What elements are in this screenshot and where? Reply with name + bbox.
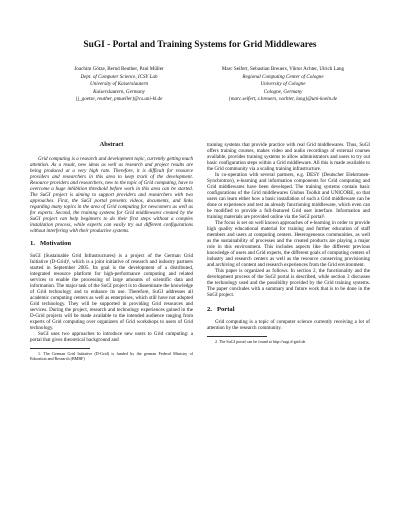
motivation-paragraph-2: SuGI uses two approaches to introduce new users to Grid computing: a portal that gives theoretical background and xyxy=(30,331,193,343)
section-heading-portal xyxy=(207,307,370,313)
footnote-divider xyxy=(30,348,90,349)
author-block-kaiserslautern xyxy=(44,66,194,104)
motivation-paragraph-6: This paper is organized as follows. In section 2, the functionality and the development process of the SuGI portal is described, while section 3 discusses the technology used and the possibility provided by the Grid training systems. The paper concludes with a summary and future work that is to be done in the SuGI project. xyxy=(207,268,370,298)
abstract-heading: Abstract xyxy=(99,141,124,148)
author-affiliation: Dept. of Computer Science, ICSY Lab xyxy=(80,73,158,80)
motivation-paragraph-5: The focus is set on well known approaches of e-learning in order to provide high quality educational material for training and further education of staff members and users at computing centers. Heterogeneous communities, as well as the sustainability of processes and the created products are playing a major role in this environment. This includes aspects like the different previous knowledge of users and Grid experts, the different goals of computing centers of industry and research centers as well as the resource conserving provisioning and archiving of content and research experiences from the Grid environment. xyxy=(207,220,370,268)
author-block-cologne xyxy=(208,66,358,104)
right-column xyxy=(207,142,370,344)
motivation-paragraph-1: SuGI (Sustainable Grid Infrastructures) is a project of the German Grid Initiative (D-Grid)¹, which is a joint initiative of research and industry partners started in September 2005. Its goal is the development of a distributed, integrated resource platform for high-performance computing and related services to enable the processing of large amounts of scientific data and information. The major task of the SuGI project is to disseminate the knowledge of Grid technology and to enhance its use. Therefore, SuGI addresses all academic computing centers as well as enterprises, which still have not adopted Grid technology. They will be supported in providing Grid resources and services. During the project, research and technology experiences gained in the D-Grid projects will be made available to the intended audience ranging from experts of Grid computing over organizers of Grid workshops to users of Grid technology. xyxy=(30,253,193,331)
author-location: Cologne, Germany xyxy=(263,88,303,95)
footnote-1: 1. The German Grid Initiative (D-Grid) is funded by the german Federal Ministry of Education and Research (BMBF) xyxy=(30,351,193,362)
author-affiliation: Regional Computing Center of Cologne xyxy=(242,73,324,80)
motivation-paragraph-4: In co-operation with several partners, e.g. DESY (Deutscher Elektronen-Synchrotron), e-learning and information components for Grid computing and Grid middlewares have been developed. The training systems contain basic configurations of the Grid middlewares Globus Toolkit and UNICORE, so that users can learn either how a basic installation of such a Grid middleware can be done or experience and test an already functioning middleware, which even can be modified to provide a full-featured Grid user interface. Information and training materials are provided online via the SuGI portal². xyxy=(207,172,370,220)
author-names: Marc Seifert, Sebastian Breuers, Viktor Achter, Ulrich Lang xyxy=(221,66,345,72)
footnote-divider xyxy=(207,336,267,337)
author-email: {j_goetze, reuther, pmueller}@cs.uni-kl.de xyxy=(75,96,163,103)
section-heading-motivation xyxy=(30,241,193,247)
motivation-paragraph-3: training systems that provide practice with real Grid middlewares. Thus, SuGI offers training courses, makes video and audio recordings of external courses available, provides training systems to allow administrators and users to try out basic configuration steps within a Grid middleware. All this is made available to the Grid community via a scaling training infrastructure. xyxy=(207,142,370,172)
author-email: {marc.seifert, s.breuers, vachter, lang}@uni-koeln.de xyxy=(228,96,338,103)
paper-title: SuGI - Portal and Training Systems for Grid Middlewares xyxy=(83,40,317,50)
section-title: Portal xyxy=(216,306,235,313)
footnote-2: 2. The SuGI portal can be found at http://sugi.d-grid.de xyxy=(215,339,306,344)
section-title: Motivation xyxy=(39,240,72,247)
author-university: University of Cologne xyxy=(260,81,306,88)
abstract-section xyxy=(30,142,193,234)
author-names: Joachim Götze, Bernd Reuther, Paul Müller xyxy=(74,66,164,72)
section-number: 2. xyxy=(207,306,212,313)
author-university: University of Kaiserslautern xyxy=(89,81,148,88)
portal-paragraph-1: Grid computing is a topic of computer science currently receiving a lot of attention by the research community. xyxy=(207,319,370,331)
left-column xyxy=(30,142,193,361)
section-number: 1. xyxy=(30,240,35,247)
abstract-text: Grid computing is a research and development topic, currently getting much attention. As a result, new ideas as well as research and project results are being produced at a very high rate. Therefore, it is difficult for resource providers and researchers in this area to keep track of the development. Resource providers and researchers, new to the topic of Grid computing, have to overcome a huge inhibition threshold before work in this area can be started. The SuGI project is aiming to support providers and researchers with two approaches. First, the SuGI portal presents videos, documents, and links regarding many topics in the area of Grid computing for newcomers as well as for experts. Second, the training systems for Grid middlewares created by the SuGI project can help beginners to do their first steps without a complex installation process, while experts can easily try out different configurations without interfering with their productive systems. xyxy=(30,156,193,234)
author-location: Kaiserslautern, Germany xyxy=(93,88,145,95)
